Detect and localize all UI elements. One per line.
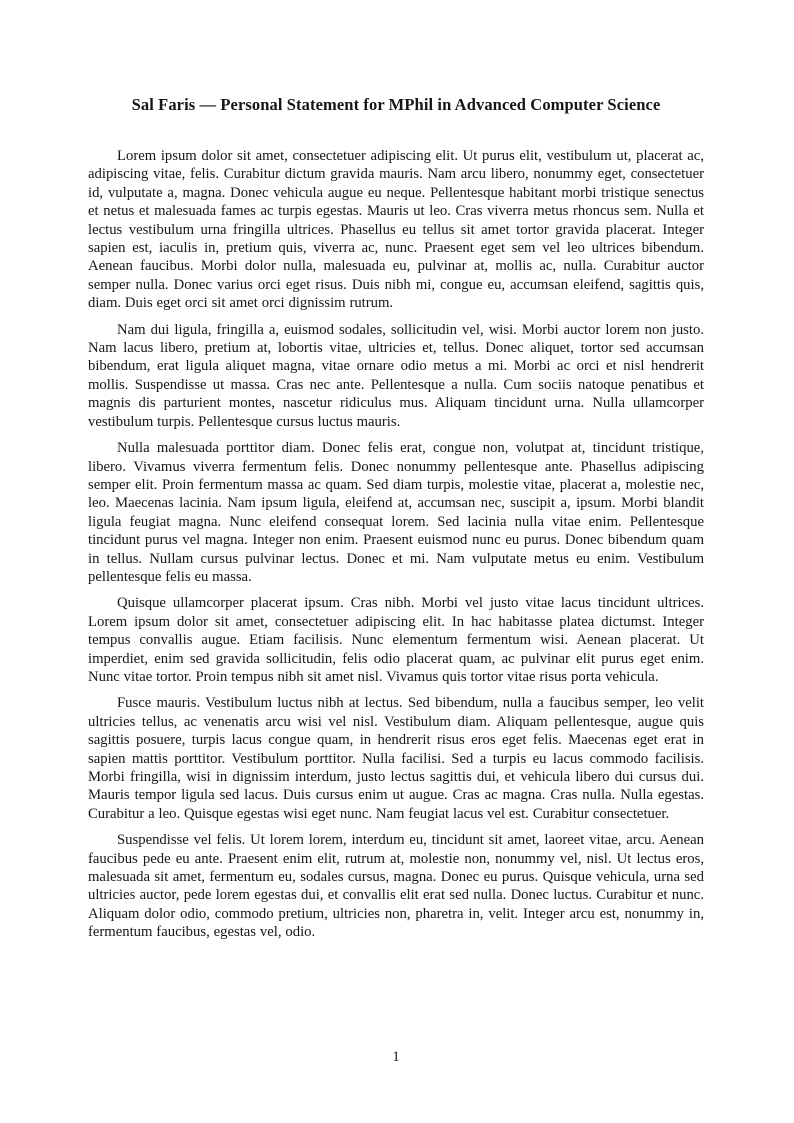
body-paragraph-4: Quisque ullamcorper placerat ipsum. Cras nibh. Morbi vel justo vitae lacus tincidunt ultrices. Lorem ipsum dolor sit amet, consectetuer adipiscing elit. In hac habitasse platea dictumst. Integer tempus convallis augue. Etiam facilisis. Nunc elementum fermentum wisi. Aenean placerat. Ut imperdiet, enim sed gravida sollicitudin, felis odio placerat quam, ac pulvinar elit purus eget enim. Nunc vitae tortor. Proin tempus nibh sit amet nisl. Vivamus quis tortor vitae risus porta vehicula. bbox=[88, 595, 704, 685]
body-paragraph-5: Fusce mauris. Vestibulum luctus nibh at lectus. Sed bibendum, nulla a faucibus semper, leo velit ultricies tellus, ac venenatis arcu wisi vel nisl. Vestibulum diam. Aliquam pellentesque, augue quis sagittis posuere, turpis lacus congue quam, in hendrerit risus eros eget felis. Maecenas eget erat in sapien mattis porttitor. Vestibulum porttitor. Nulla facilisi. Sed a turpis eu lacus commodo facilisis. Morbi fringilla, wisi in dignissim interdum, justo lectus sagittis dui, et vehicula libero dui cursus dui. Mauris tempor ligula sed lacus. Duis cursus enim ut augue. Cras ac magna. Cras nulla. Nulla egestas. Curabitur a leo. Quisque egestas wisi eget nunc. Nam feugiat lacus vel est. Curabitur consectetuer. bbox=[88, 695, 704, 822]
body-paragraph-3: Nulla malesuada porttitor diam. Donec felis erat, congue non, volutpat at, tincidunt tristique, libero. Vivamus viverra fermentum felis. Donec nonummy pellentesque ante. Phasellus adipiscing semper elit. Proin fermentum massa ac quam. Sed diam turpis, molestie vitae, placerat a, molestie nec, leo. Maecenas lacinia. Nam ipsum ligula, eleifend at, accumsan nec, suscipit a, ipsum. Morbi blandit ligula feugiat magna. Nunc eleifend consequat lorem. Sed lacinia nulla vitae enim. Pellentesque tincidunt purus vel magna. Integer non enim. Praesent euismod nunc eu purus. Donec bibendum quam in tellus. Nullam cursus pulvinar lectus. Donec et mi. Nam vulputate metus eu enim. Vestibulum pellentesque felis eu massa. bbox=[88, 440, 704, 585]
text-block bbox=[88, 95, 704, 942]
body-paragraph-1: Lorem ipsum dolor sit amet, consectetuer adipiscing elit. Ut purus elit, vestibulum ut, placerat ac, adipiscing vitae, felis. Curabitur dictum gravida mauris. Nam arcu libero, nonummy eget, consectetuer id, vulputate a, magna. Donec vehicula augue eu neque. Pellentesque habitant morbi tristique senectus et netus et malesuada fames ac turpis egestas. Mauris ut leo. Cras viverra metus rhoncus sem. Nulla et lectus vestibulum urna fringilla ultrices. Phasellus eu tellus sit amet tortor gravida placerat. Integer sapien est, iaculis in, pretium quis, viverra ac, nunc. Praesent eget sem vel leo ultrices bibendum. Aenean faucibus. Morbi dolor nulla, malesuada eu, pulvinar at, mollis ac, nulla. Curabitur auctor semper nulla. Donec varius orci eget risus. Duis nibh mi, congue eu, accumsan eleifend, sagittis quis, diam. Duis eget orci sit amet orci dignissim rutrum. bbox=[88, 148, 704, 312]
body-paragraph-6: Suspendisse vel felis. Ut lorem lorem, interdum eu, tincidunt sit amet, laoreet vitae, arcu. Aenean faucibus pede eu ante. Praesent enim elit, rutrum at, molestie non, nonummy vel, nisl. Ut lectus eros, malesuada sit amet, fermentum eu, sodales cursus, magna. Donec eu purus. Quisque vehicula, urna sed ultricies auctor, pede lorem egestas dui, et convallis elit erat sed nulla. Donec luctus. Curabitur et nunc. Aliquam dolor odio, commodo pretium, ultricies non, pharetra in, velit. Integer arcu est, nonummy in, fermentum faucibus, egestas vel, odio. bbox=[88, 832, 704, 941]
document-title: Sal Faris — Personal Statement for MPhil in Advanced Computer Science bbox=[131, 95, 661, 114]
page-number: 1 bbox=[392, 1049, 400, 1065]
body-paragraph-2: Nam dui ligula, fringilla a, euismod sodales, sollicitudin vel, wisi. Morbi auctor lorem non justo. Nam lacus libero, pretium at, lobortis vitae, ultricies et, tellus. Donec aliquet, tortor sed accumsan bibendum, erat ligula aliquet magna, vitae ornare odio metus a mi. Morbi ac orci et nisl hendrerit mollis. Suspendisse ut massa. Cras nec ante. Pellentesque a nulla. Cum sociis natoque penatibus et magnis dis parturient montes, nascetur ridiculus mus. Aliquam tincidunt urna. Nulla ullamcorper vestibulum turpis. Pellentesque cursus luctus mauris. bbox=[88, 321, 704, 430]
